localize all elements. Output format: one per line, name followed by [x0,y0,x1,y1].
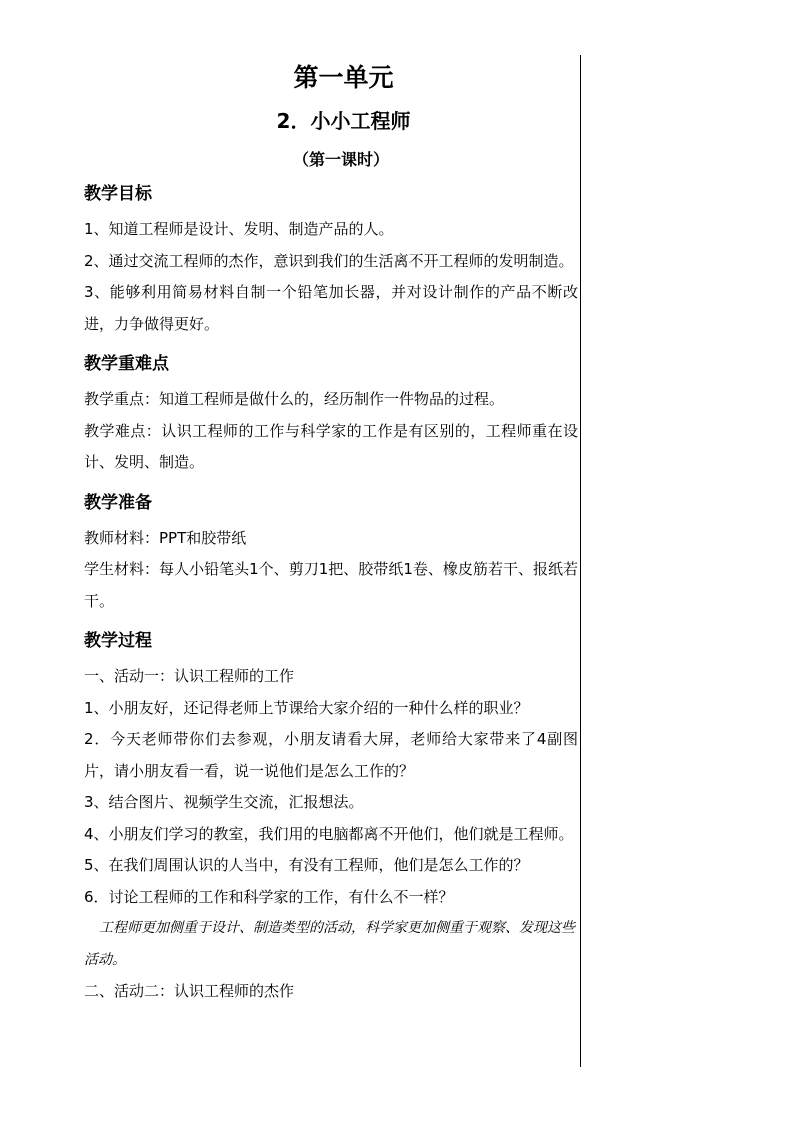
unit-title: 第一单元 [293,63,394,92]
key-points-heading: 教学重难点 [84,354,169,374]
lesson-period: （第一课时） [292,150,389,169]
process-item: 6．讨论工程师的工作和科学家的工作，有什么不一样？ [84,887,454,906]
vertical-divider [580,55,581,1067]
lesson-title: 2．小小工程师 [276,109,411,133]
preparation-heading: 教学准备 [84,492,152,513]
objective-item: 2、通过交流工程师的杰作，意识到我们的生活离不开工程师的发明制造。 [84,251,574,270]
activity-one-title: 一、活动一：认识工程师的工作 [84,667,295,685]
preparation-item: 教师材料：PPT和胶带纸 [84,528,247,547]
process-item: 5、在我们周围认识的人当中，有没有工程师，他们是怎么工作的？ [84,856,529,874]
preparation-item: 学生材料：每人小铅笔头1个、剪刀1把、胶带纸1卷、橡皮筋若干、报纸若干。 [84,560,578,610]
key-point-item: 教学难点：认识工程师的工作与科学家的工作是有区别的，工程师重在设计、发明、制造。 [84,421,578,471]
process-item: 3、结合图片、视频学生交流，汇报想法。 [84,793,364,811]
process-heading: 教学过程 [84,631,152,651]
process-item: 1、小朋友好，还记得老师上节课给大家介绍的一种什么样的职业？ [84,698,529,717]
objectives-heading: 教学目标 [84,184,152,204]
process-note: 工程师更加侧重于设计、制造类型的活动，科学家更加侧重于观察、发现这些活动。 [84,920,575,968]
key-point-item: 教学重点：知道工程师是做什么的，经历制作一件物品的过程。 [84,390,505,408]
process-item: 2．今天老师带你们去参观，小朋友请看大屏，老师给大家带来了4副图片，请小朋友看一看，说一说他们是怎么工作的？ [84,730,578,780]
document-content [84,58,578,1008]
process-item: 4、小朋友们学习的教室，我们用的电脑都离不开他们，他们就是工程师。 [84,824,574,843]
objective-item: 3、能够利用简易材料自制一个铅笔加长器，并对设计制作的产品不断改进，力争做得更好。 [84,283,578,333]
objective-item: 1、知道工程师是设计、发明、制造产品的人。 [84,220,394,238]
activity-two-title: 二、活动二：认识工程师的杰作 [84,982,295,1000]
